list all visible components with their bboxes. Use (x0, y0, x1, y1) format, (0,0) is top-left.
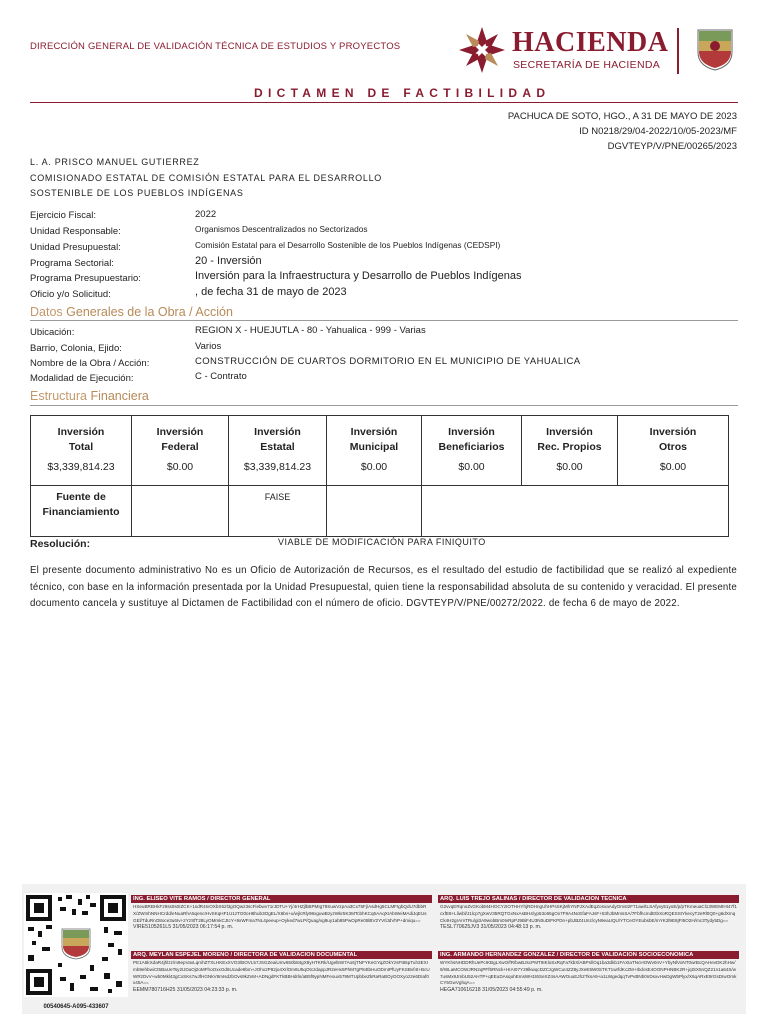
work-name-label: Nombre de la Obra / Acción: (30, 358, 150, 369)
signature-stamp: TESL770625JV3 31/05/2023 04:48:13 p. m. (440, 924, 542, 931)
signature-block (131, 895, 432, 931)
investment-total-value: $3,339,814.23 (47, 461, 115, 473)
signature-hash: G2vvqERqnoZvGKobM4HOCYzIOTHHYhjRDHngUhHPsSKjMhYNPJXAdEqZosvaAdyOmsI2F71aw/tLSAfyxy51yoE/p/pTKmeuaCl13WEMIHI47f1cxfE8+Lliwbl/J1lcp7gXwV35RQTGxNxAsBH4/yp53o65gOx7F9A4NcEfaFAJsF+53hJbMmsSA/7FbfhcmdEtbXoRQESSIYkecyT2eRl0Q0+g6dXmqCk4H2grAmTRu/gi3A9wobBm0IvRpPJ9BiF4U3N0uDIFKPDn+pbJBZ4Unz/cyN9eaUQU/YTCeOYEubsbE/mYK2l9E8jFI5O2H/mc3Tydy5Dg== (440, 904, 737, 923)
office-number: DGVTEYP/V/PNE/00265/2023 (607, 141, 737, 152)
sectoral-program-label: Programa Sectorial: (30, 258, 114, 269)
investment-municipal-value: $0.00 (360, 461, 388, 473)
neighborhood-value: Varios (195, 341, 222, 352)
signature-hash: WYKhsNHDDRhUePcIKBgLXwO/fR/bwBJscPMT9IKloSxRqFa7kbXlABPsl/Oq1ba3dkb1FAXIaTNcHOWv0nV+YbyNlVoNT0wrBcQAHevDK2hHw/9/WLaMCOWJRN2qPFf5RNck+HIAI07Y29lkwqcDZCzgWCuI4ZZ8yJXeE5W0STKT1wrfdKcZM+IbdcsE4OONPHNBK2R+jqtSX5nQZ21n1a64S/w7usMx9JmbU52AHTP+qEEuDAsquhEmsWH1t6SeXZ4sAAWOuuEJh2TksA9+a1LWgedqqTvPvBNb0nDsxvHwDgW5Plyx/X6qARxE9rGsDIwOmkCY5GwVghqA== (440, 960, 737, 986)
resolution-value: VIABLE DE MODIFICACIÓN PARA FINIQUITO (278, 537, 486, 547)
signature-hash: HSeuBRBHkFz9ss0s0IZCK+1sdR4IvOXbX62l3gOQwz3scFiebwv71rJDTU+Yj/4rHZjlbBPMIg79SuwVzpAa3Cx75Fj/AsdHg5CLMFtgbQdU7dbbRX/ZWmhNNHCrdd/eNuaRhA5qencrHvSKqHF1U1zTO0oH8hub3OgEL/X6bs+u/wjlcRly98xguwBzyzWkr5K3MTcbhKCq6AAqXIAbWeiMAdiJqEUsGEl/TduRnO8oce3u6Iv+2YzSfT28LyOMmkCJtcY+9xWFma7NL4peeup+Oyked7wLP/Quag/vg8uy1ab85PwOpRe05lBV2YVIlJdVhP+dmiqu== (133, 904, 427, 923)
sectoral-program-value: 20 - Inversión (195, 255, 262, 267)
finance-section-title-rest: Financiera (90, 389, 149, 403)
table-row (31, 486, 729, 537)
addressee-name: L. A. PRISCO MANUEL GUTIERREZ (30, 157, 200, 167)
column-header-line2: Otros (658, 441, 687, 453)
neighborhood-label: Barrio, Colonia, Ejido: (30, 343, 122, 354)
column-header-line2: Beneficiarios (438, 441, 505, 453)
signature-block (438, 895, 739, 931)
funding-state-value: FAISE (264, 492, 291, 502)
signature-block (438, 951, 739, 994)
obra-section-title-rest: Generales de la Obra / Acción (66, 305, 233, 319)
logo-divider (677, 28, 679, 74)
column-header-line2: Estatal (260, 441, 295, 453)
column-header-line1: Inversión (350, 426, 398, 438)
signature-stamp: EEMM780716H25 31/05/2023 04:23:33 p. m. (133, 987, 238, 994)
finance-section-title (30, 389, 149, 403)
investment-municipal-cell (327, 416, 422, 486)
place-date: PACHUCA DE SOTO, HGO., A 31 DE MAYO DE 2023 (507, 111, 737, 122)
column-header (229, 416, 326, 455)
funding-source-label-line1: Fuente de (56, 491, 106, 503)
signature-stamp: VIRE5105261L5 31/05/2023 06:17:54 p. m. (133, 924, 234, 931)
body-paragraph: El presente documento administrativo No es un Oficio de Autorización de Recursos, es el resultado del estudio de factibilidad que se realizó al expediente técnico, con base en la información presentada por la Unidad Presupuestal, quien tiene la responsabilidad absoluta de su contenido y veracidad. El presente documento cancela y sustituye al Dictamen de Factibilidad con el número de oficio. DGVTEYP/V/PNE/00272/2022. de fecha 6 de mayo de 2022. (30, 565, 737, 609)
funding-federal-cell (132, 486, 229, 537)
column-header-line1: Inversión (156, 426, 204, 438)
funding-source-label (31, 486, 131, 520)
investment-federal-value: $0.00 (166, 461, 194, 473)
funding-municipal-cell (327, 486, 422, 537)
state-seal-icon (692, 26, 738, 72)
signature-hash: PE1A5kXdaR4jhlzz/m9epVavLqmhZTXLHKExXVO3/BOVL57JSGZeaiUmv650b84gX8yHTKRk/Ugel5W7Ao6jTNFYKeGYqZOkYzsFt65pTuh3EXImb9ehbwiCt5BaUeTsy2UDaOj2oMFhoOxxGd6Ucade9bm+JOhx2P82jo4XrlOm6U5qOtczdappJR2eHx5PhM7gP84tbHuODmIPfUyFKSBvf4t+BcUWRzDvV+wb0Mkl43gCxSKs7wJfHGNkV8mIsdzbOvs9kZvM+ADNgdFKTkBBHdrls/aB5f9ypNMFeoux579MTUpbbeZkRaRaBOyOOXyoz2e6DIaf0x45A== (133, 960, 430, 986)
funding-state-cell (229, 486, 327, 537)
qr-code-icon (24, 893, 128, 997)
signature-header: ARQ. MEYLAN ESPEJEL MORENO / DIRECTORA DE VALIDACION DOCUMENTAL (131, 951, 432, 959)
column-header-line2: Total (68, 441, 94, 453)
resolution-label: Resolución: (30, 538, 91, 550)
column-header-line1: Inversión (254, 426, 301, 438)
column-header (327, 416, 421, 455)
request-office-label: Oficio y/o Solicitud: (30, 289, 111, 300)
column-header-line1: Inversión (57, 426, 105, 438)
budget-unit-label: Unidad Presupuestal: (30, 242, 121, 253)
title-divider (30, 102, 738, 103)
column-header (132, 416, 228, 455)
finance-section-divider (30, 405, 738, 406)
addressee-position-line2: SOSTENIBLE DE LOS PUEBLOS INDÍGENAS (30, 188, 244, 198)
column-header (522, 416, 617, 455)
signature-stamp: HEGA710616218 31/05/2023 04:55:49 p. m. (440, 987, 543, 994)
budget-unit-value: Comisión Estatal para el Desarrollo Sostenible de los Pueblos Indígenas (CEDSPI) (195, 240, 501, 250)
column-header-line2: Federal (161, 441, 199, 453)
budget-program-value: Inversión para la Infraestructura y Desarrollo de Pueblos Indígenas (195, 270, 522, 282)
investment-beneficiaries-cell (422, 416, 522, 486)
column-header (31, 416, 131, 455)
responsible-unit-value: Organismos Descentralizados no Sectorizados (195, 224, 368, 234)
execution-mode-label: Modalidad de Ejecución: (30, 373, 134, 384)
budget-program-label: Programa Presupuestario: (30, 273, 141, 284)
investment-federal-cell (132, 416, 229, 486)
funding-source-label-line2: Financiamiento (42, 506, 120, 518)
logo-title: HACIENDA (512, 27, 669, 58)
addressee-position-line1: COMISIONADO ESTATAL DE COMISIÓN ESTATAL PARA EL DESARROLLO (30, 173, 382, 183)
column-header (422, 416, 521, 455)
investment-beneficiaries-value: $0.00 (458, 461, 485, 473)
responsible-unit-label: Unidad Responsable: (30, 226, 121, 237)
obra-section-divider (30, 320, 738, 321)
column-header (618, 416, 728, 455)
request-office-value: , de fecha 31 de mayo de 2023 (195, 286, 347, 298)
signature-header: ARQ. LUIS TREJO SALINAS / DIRECTOR DE VALIDACION TECNICA (438, 895, 739, 903)
funding-other-cell (422, 486, 729, 537)
qr-code-text: 00540645-A095-433607 (43, 1004, 109, 1010)
table-row (31, 416, 729, 486)
document-id: ID N0218/29/04-2022/10/05-2023/MF (579, 126, 737, 137)
location-value: REGION X - HUEJUTLA - 80 - Yahualica - 999 - Varias (195, 325, 426, 336)
finance-table (30, 415, 729, 537)
department-name: DIRECCIÓN GENERAL DE VALIDACIÓN TÉCNICA DE ESTUDIOS Y PROYECTOS (30, 41, 401, 52)
signature-block (131, 951, 432, 994)
investment-own-resources-cell (522, 416, 618, 486)
fiscal-year-label: Ejercicio Fiscal: (30, 210, 96, 221)
column-header-line1: Inversión (546, 426, 593, 438)
signature-header: ING. ELISEO VITE RAMOS / DIRECTOR GENERAL (131, 895, 432, 903)
obra-section-title (30, 305, 233, 319)
investment-total-cell (31, 416, 132, 486)
execution-mode-value: C - Contrato (195, 371, 247, 382)
column-header-line1: Inversión (448, 426, 495, 438)
document-title: DICTAMEN DE FACTIBILIDAD (254, 86, 551, 100)
investment-other-cell (618, 416, 729, 486)
location-label: Ubicación: (30, 327, 75, 338)
column-header-line1: Inversión (649, 426, 697, 438)
signature-header: ING. ARMANDO HERNANDEZ GONZALEZ / DIRECTOR DE VALIDACION SOCIOECONOMICA (438, 951, 739, 959)
column-header-line2: Municipal (349, 441, 399, 453)
logo-subtitle: SECRETARÍA DE HACIENDA (513, 59, 661, 71)
investment-state-cell (229, 416, 327, 486)
work-name-value: CONSTRUCCIÓN DE CUARTOS DORMITORIO EN EL MUNICIPIO DE YAHUALICA (195, 356, 581, 367)
investment-own-resources-value: $0.00 (556, 461, 583, 473)
fiscal-year-value: 2022 (195, 209, 217, 220)
finance-section-title-first: Estructura (30, 389, 87, 403)
hacienda-logo-icon (458, 26, 506, 74)
investment-state-value: $3,339,814.23 (243, 461, 312, 473)
funding-source-label-cell (31, 486, 132, 537)
obra-section-title-first: Datos (30, 305, 63, 319)
column-header-line2: Rec. Propios (537, 441, 602, 453)
investment-other-value: $0.00 (659, 461, 687, 473)
